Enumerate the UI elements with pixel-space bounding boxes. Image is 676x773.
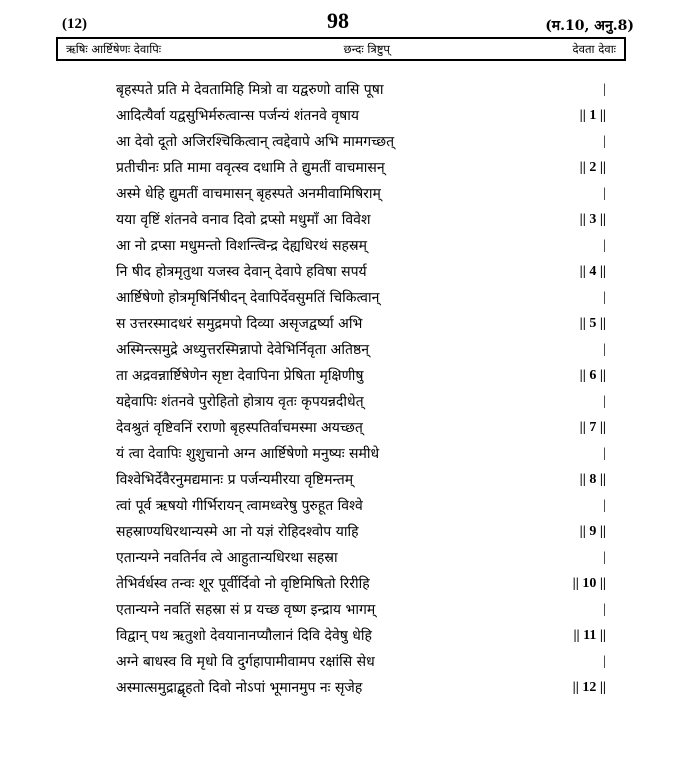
verse-number: || 9 || <box>579 524 606 539</box>
verse-line <box>0 519 676 545</box>
verse-text: सहस्राण्यधिरथान्यस्मे आ नो यज्ञं रोहिदश्वोप याहि <box>116 524 359 540</box>
verse-line <box>0 441 676 467</box>
verse-text: विश्वेभिर्देवैरनुमद्यमानः प्र पर्जन्यमीरया वृष्टिमन्तम् <box>116 472 354 488</box>
verse-text: प्रतीचीनः प्रति मामा ववृत्स्व दधामि ते द्युमतीं वाचमासन् <box>116 160 385 176</box>
verse-number: || 1 || <box>579 108 606 123</box>
verse-line <box>0 675 676 701</box>
verse-line <box>0 233 676 259</box>
half-verse-mark: | <box>603 342 606 357</box>
half-verse-mark: | <box>603 82 606 97</box>
half-verse-mark: | <box>603 394 606 409</box>
verse-line <box>0 467 676 493</box>
verse-text: आदित्यैर्वा यद्वसुभिर्मरुत्वान्स पर्जन्यं शंतनवे वृषाय <box>116 108 359 124</box>
verse-text: यया वृष्टिं शंतनवे वनाव दिवो द्रप्सो मधुमाँ आ विवेश <box>116 212 371 228</box>
verse-line <box>0 103 676 129</box>
verse-text: अग्ने बाधस्व वि मृधो वि दुर्गहापामीवामप रक्षांसि सेध <box>116 654 375 670</box>
verse-number: || 4 || <box>579 264 606 279</box>
verse-line <box>0 597 676 623</box>
half-verse-mark: | <box>603 238 606 253</box>
mandala-anuvaka-ref: (म.10, अनु.8) <box>545 18 634 34</box>
half-verse-mark: | <box>603 446 606 461</box>
verse-line <box>0 545 676 571</box>
verse-text: स उत्तरस्मादधरं समुद्रमपो दिव्या असृजद्वर्ष्या अभि <box>116 316 363 332</box>
page-number: 98 <box>327 8 349 33</box>
section-number: (12) <box>62 16 87 32</box>
verse-text: देवश्रुतं वृष्टिवनिं रराणो बृहस्पतिर्वाचमस्मा अयच्छत् <box>116 420 363 436</box>
verse-text: आ देवो दूतो अजिरश्चिकित्वान् त्वद्देवापे अभि मामगच्छत् <box>116 134 395 150</box>
verse-list <box>0 77 676 701</box>
verse-line <box>0 259 676 285</box>
verse-text: एतान्यग्ने नवतिर्नव त्वे आहुतान्यधिरथा सहस्रा <box>116 550 338 566</box>
verse-line <box>0 571 676 597</box>
verse-line <box>0 337 676 363</box>
verse-line <box>0 129 676 155</box>
verse-text: बृहस्पते प्रति मे देवतामिहि मित्रो वा यद्वरुणो वासि पूषा <box>116 82 384 98</box>
verse-number: || 8 || <box>579 472 606 487</box>
verse-line <box>0 77 676 103</box>
verse-number: || 2 || <box>579 160 606 175</box>
half-verse-mark: | <box>603 550 606 565</box>
chhandas-label: छन्दः त्रिष्टुप् <box>343 41 390 56</box>
verse-number: || 6 || <box>579 368 606 383</box>
verse-number: || 12 || <box>572 680 606 695</box>
verse-number: || 3 || <box>579 212 606 227</box>
half-verse-mark: | <box>603 186 606 201</box>
verse-text: आर्ष्टिषेणो होत्रमृषिर्निषीदन् देवापिर्देवसुमतिं चिकित्वान् <box>116 290 380 306</box>
verse-line <box>0 493 676 519</box>
verse-text: तेभिर्वर्धस्व तन्वः शूर पूर्वीर्दिवो नो वृष्टिमिषितो रिरीहि <box>116 576 370 592</box>
verse-text: यद्देवापिः शंतनवे पुरोहितो होत्राय वृतः कृपयन्नदीधेत् <box>116 394 364 410</box>
verse-text: एतान्यग्ने नवतिं सहस्रा सं प्र यच्छ वृष्ण इन्द्राय भागम् <box>116 602 376 618</box>
verse-number: || 11 || <box>573 628 606 643</box>
half-verse-mark: | <box>603 654 606 669</box>
verse-line <box>0 623 676 649</box>
verse-line <box>0 311 676 337</box>
verse-text: अस्मात्समुद्राद्बृहतो दिवो नोऽपां भूमानमुप नः सृजेह <box>116 680 363 696</box>
rishi-label: ऋषिः आर्ष्टिषेणः देवापिः <box>66 41 162 56</box>
verse-line <box>0 649 676 675</box>
verse-number: || 5 || <box>579 316 606 331</box>
half-verse-mark: | <box>603 290 606 305</box>
verse-line <box>0 155 676 181</box>
verse-text: त्वां पूर्व ऋषयो गीर्भिरायन् त्वामध्वरेषु पुरुहूत विश्वे <box>116 498 363 514</box>
half-verse-mark: | <box>603 498 606 513</box>
verse-text: आ नो द्रप्सा मधुमन्तो विशन्त्विन्द्र देह्यधिरथं सहस्रम् <box>116 238 367 254</box>
verse-number: || 10 || <box>572 576 606 591</box>
verse-text: विद्वान् पथ ऋतुशो देवयानानप्यौलानं दिवि देवेषु धेहि <box>116 628 372 644</box>
verse-text: ता अद्रवन्नार्ष्टिषेणेन सृष्टा देवापिना प्रेषिता मृक्षिणीषु <box>116 368 364 384</box>
verse-line <box>0 389 676 415</box>
page-header <box>0 8 676 36</box>
half-verse-mark: | <box>603 134 606 149</box>
verse-text: यं त्वा देवापिः शुशुचानो अग्न आर्ष्टिषेणो मनुष्यः समीधे <box>116 446 380 462</box>
half-verse-mark: | <box>603 602 606 617</box>
verse-line <box>0 363 676 389</box>
verse-line <box>0 181 676 207</box>
verse-line <box>0 415 676 441</box>
devata-label: देवता देवाः <box>572 41 616 56</box>
hymn-meta-box <box>56 37 626 61</box>
verse-text: अस्मे धेहि द्युमतीं वाचमासन् बृहस्पते अनमीवामिषिराम् <box>116 186 381 202</box>
verse-line <box>0 207 676 233</box>
verse-number: || 7 || <box>579 420 606 435</box>
verse-text: अस्मिन्त्समुद्रे अध्युत्तरस्मिन्नापो देवेभिर्निवृता अतिष्ठन् <box>116 342 369 358</box>
verse-line <box>0 285 676 311</box>
verse-text: नि षीद होत्रमृतुथा यजस्व देवान् देवापे हविषा सपर्य <box>116 264 367 280</box>
